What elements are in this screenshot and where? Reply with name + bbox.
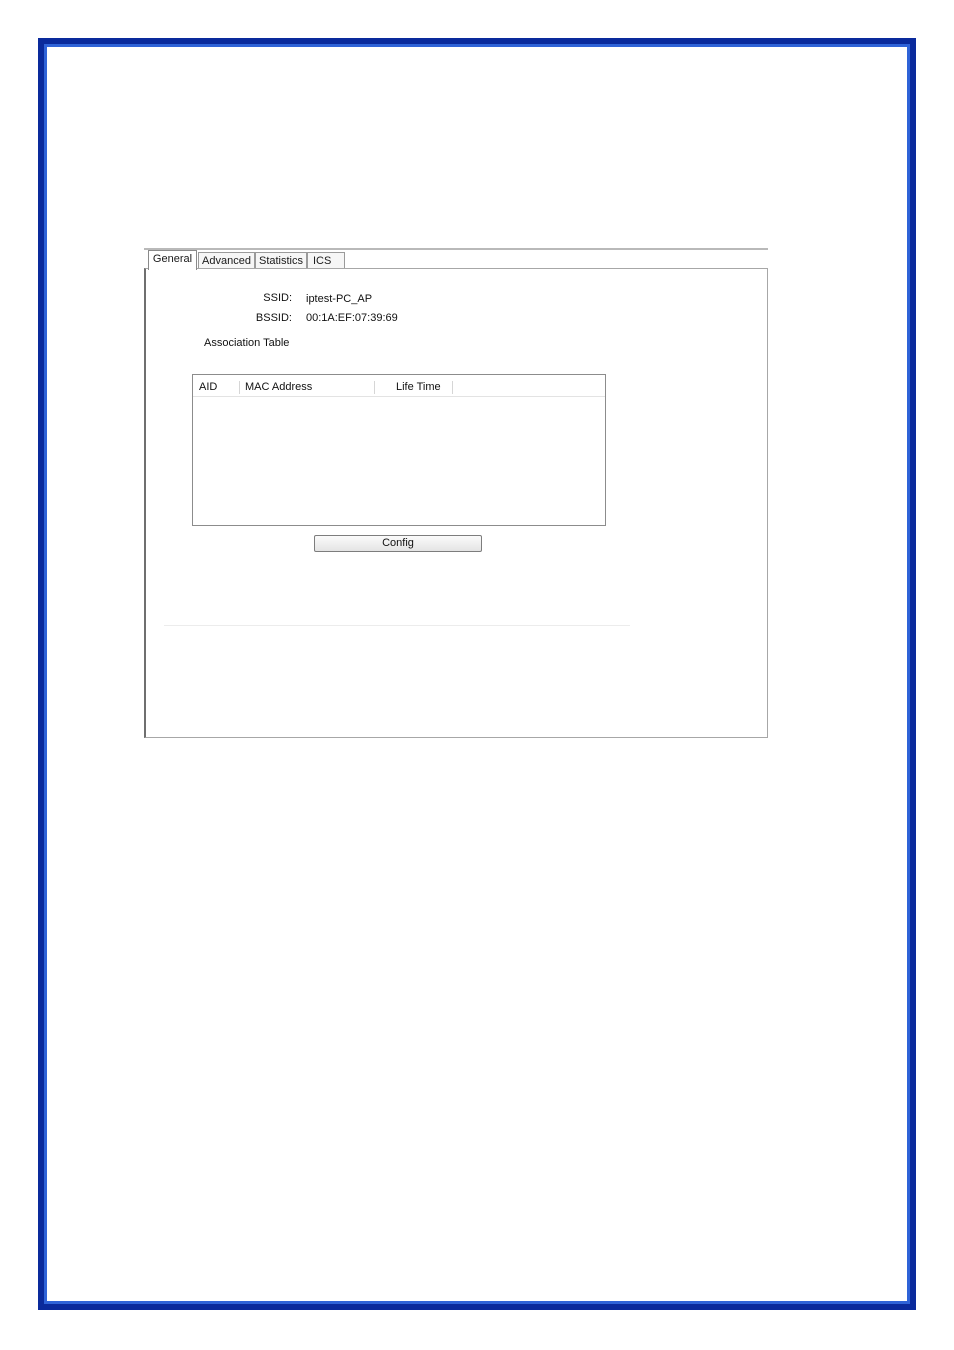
bssid-value: 00:1A:EF:07:39:69 — [306, 312, 398, 324]
ssid-label: SSID: — [263, 292, 292, 304]
tab-advanced[interactable]: Advanced — [198, 252, 255, 268]
column-header-life-time[interactable]: Life Time — [396, 381, 441, 393]
table-header — [193, 379, 605, 397]
bssid-label: BSSID: — [255, 312, 292, 324]
panel-divider — [164, 625, 630, 626]
dialog-top-edge — [144, 248, 768, 250]
general-tab-panel — [144, 268, 768, 738]
column-header-mac-address[interactable]: MAC Address — [245, 381, 313, 393]
soft-ap-dialog — [144, 248, 768, 738]
tab-general[interactable]: General — [148, 250, 197, 270]
association-table-label: Association Table — [204, 337, 290, 349]
tab-ics[interactable]: ICS — [307, 252, 345, 268]
tab-statistics[interactable]: Statistics — [255, 252, 307, 268]
column-separator[interactable] — [374, 381, 375, 394]
ssid-value: iptest-PC_AP — [306, 293, 373, 305]
column-separator[interactable] — [452, 381, 453, 394]
config-button[interactable]: Config — [314, 535, 482, 552]
association-table[interactable] — [192, 374, 606, 526]
column-header-aid[interactable]: AID — [199, 381, 218, 393]
